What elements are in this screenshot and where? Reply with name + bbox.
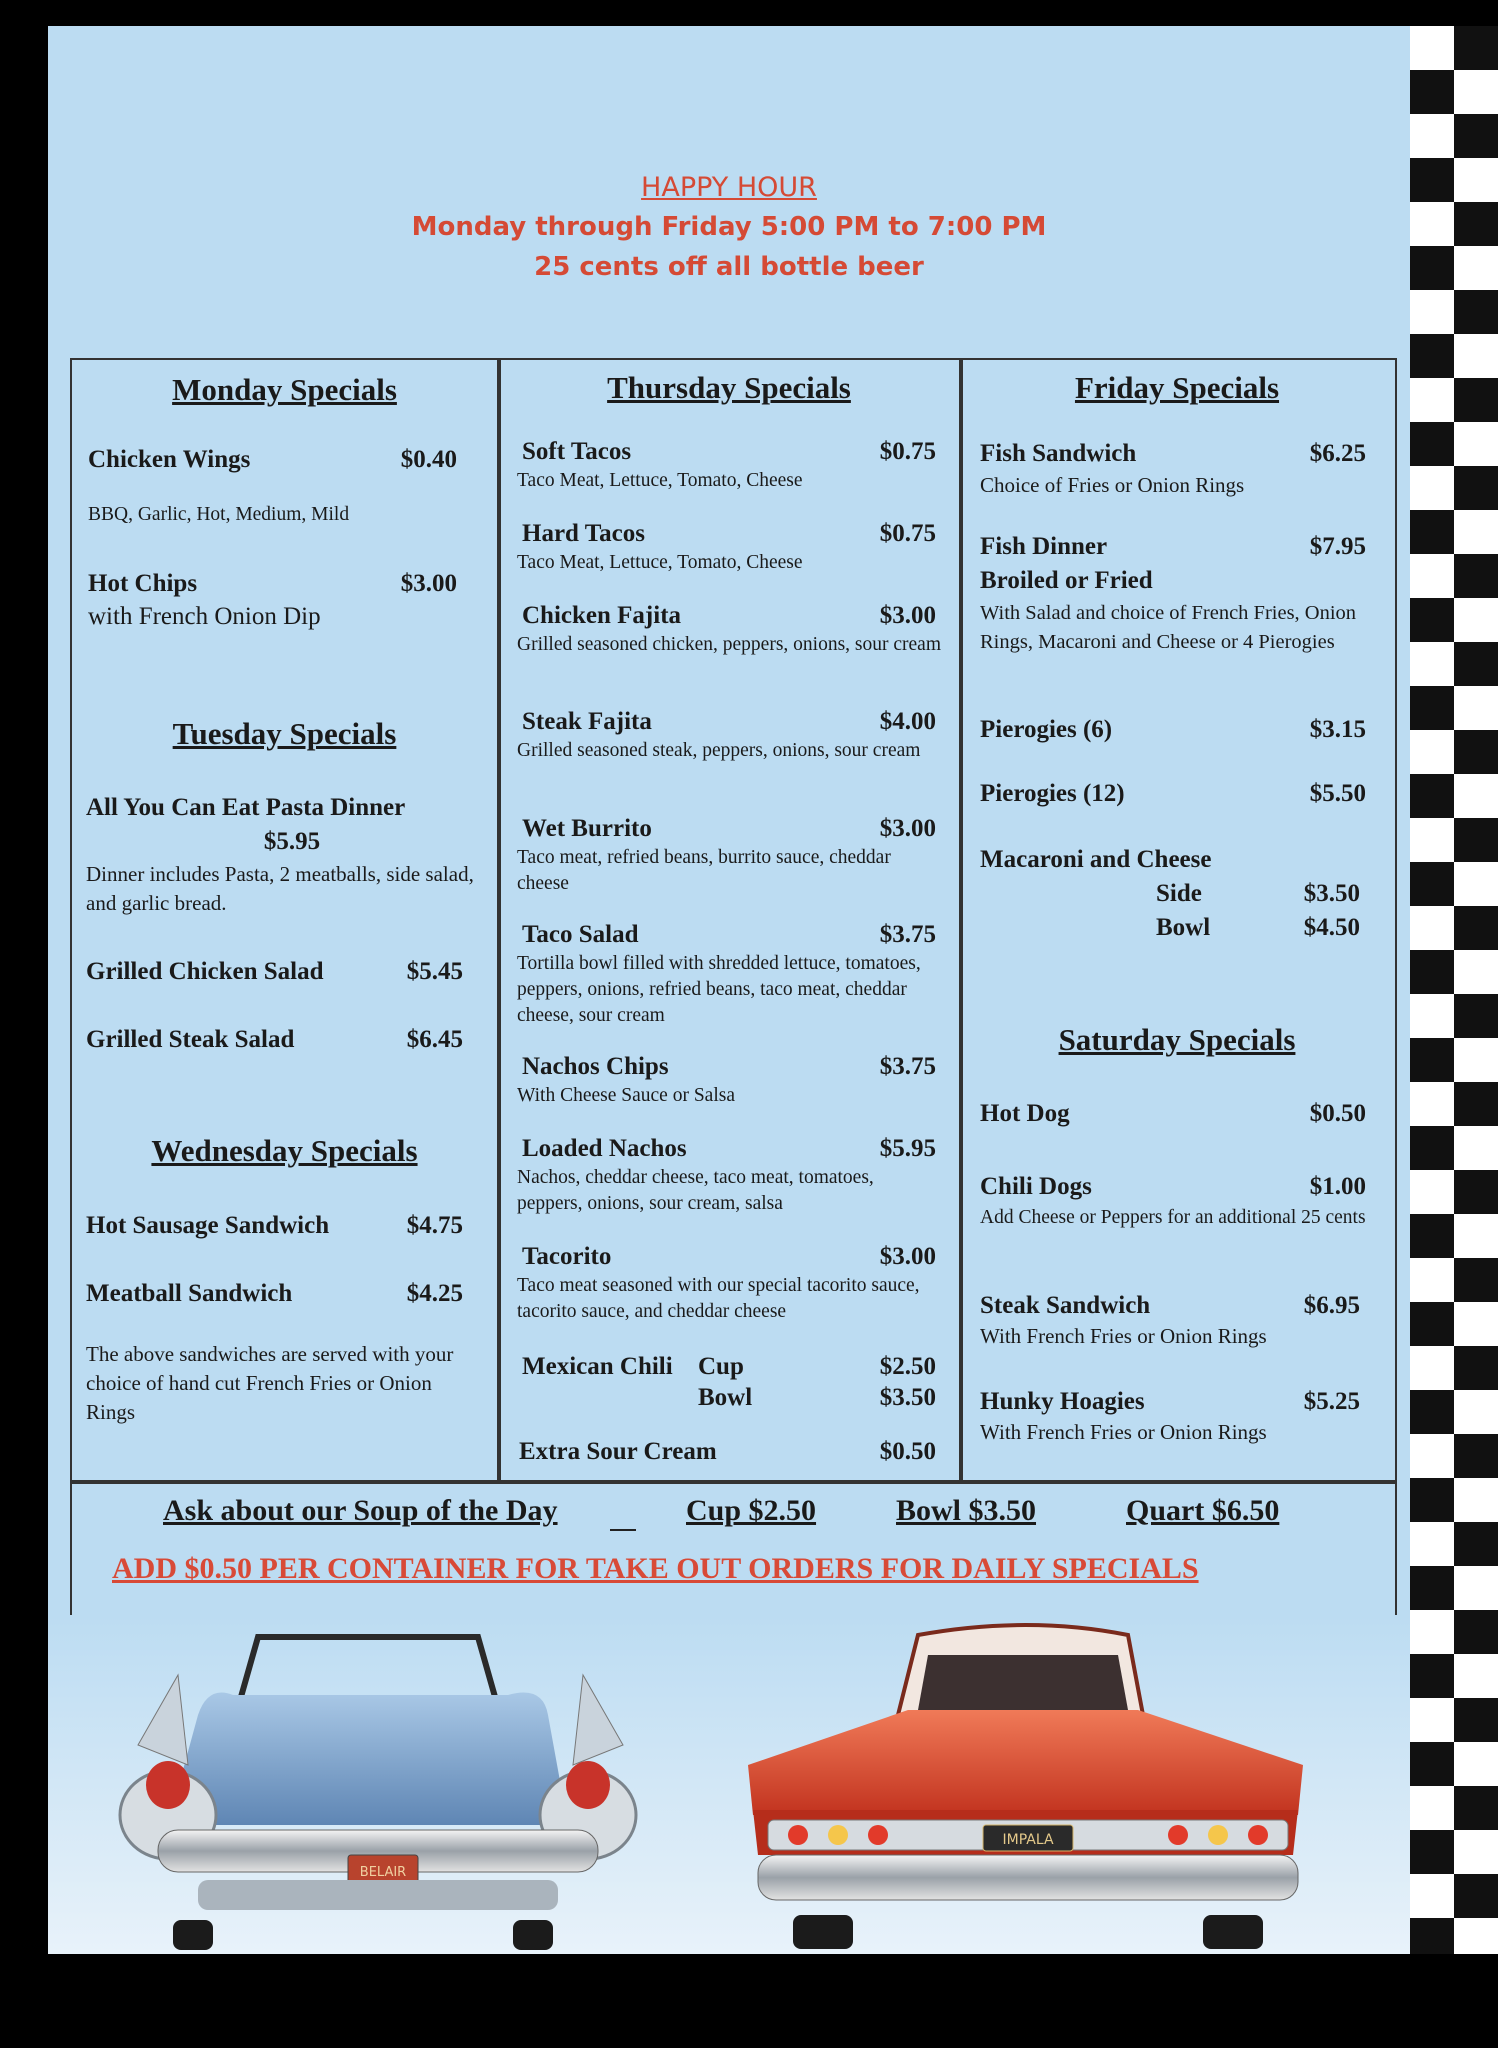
wednesday-heading: Wednesday Specials [151,1133,418,1168]
item-price: $6.25 [1309,440,1366,467]
item-desc: Taco meat seasoned with our special tacorito sauce, tacorito sauce, and cheddar cheese [517,1275,920,1322]
checkered-border [1410,26,1498,1954]
soup-quart-price: Quart $6.50 [1126,1494,1280,1527]
item-name: Chicken Fajita [522,602,682,629]
item-name: Hot Chips [88,570,198,597]
saturday-heading: Saturday Specials [1058,1022,1296,1057]
item-desc: Taco Meat, Lettuce, Tomato, Cheese [517,470,803,491]
item-price: $3.00 [400,570,457,597]
thursday-heading: Thursday Specials [607,370,851,405]
item-price: $2.50 [879,1353,936,1380]
item-name: Fish Sandwich [980,440,1137,467]
item-name: Taco Salad [522,921,639,948]
item-price: $6.95 [1303,1292,1360,1319]
item-price: $5.95 [879,1135,936,1162]
item-name: Mexican Chili [522,1353,673,1380]
item-desc: With French Fries or Onion Rings [980,1420,1267,1444]
happy-hour-hours: Monday through Friday 5:00 PM to 7:00 PM [411,212,1047,242]
friday-heading: Friday Specials [1074,370,1280,405]
item-size: Bowl [1156,914,1211,941]
item-name: Hunky Hoagies [980,1388,1145,1415]
item-name: Tacorito [522,1243,612,1270]
soup-cup-price: Cup $2.50 [686,1494,817,1527]
item-price: $4.50 [1303,914,1360,941]
item-desc: Tortilla bowl filled with shredded lettuce, tomatoes, peppers, onions, refried beans, taco meat, cheddar cheese, sour cream [517,953,921,1026]
item-price: $1.00 [1309,1173,1366,1200]
item-name: Steak Fajita [522,708,652,735]
item-price: $6.45 [406,1026,463,1053]
item-name: Meatball Sandwich [86,1280,293,1307]
item-name: Hot Sausage Sandwich [86,1212,330,1239]
item-desc: With French Fries or Onion Rings [980,1324,1267,1348]
item-name: Macaroni and Cheese [980,846,1212,873]
item-name: Hard Tacos [522,520,645,547]
item-price: $3.75 [879,921,936,948]
item-name: Chili Dogs [980,1173,1092,1200]
item-name: Extra Sour Cream [519,1438,717,1465]
item-price: $3.00 [879,815,936,842]
underline-filler [610,1529,636,1531]
item-price: $3.75 [879,1053,936,1080]
item-price: $4.75 [406,1212,463,1239]
item-name: Grilled Steak Salad [86,1026,295,1053]
item-price: $5.95 [263,828,321,855]
item-desc: with French Onion Dip [88,603,321,630]
item-desc: Choice of Fries or Onion Rings [980,473,1245,497]
item-price: $0.40 [400,446,457,473]
item-name: Pierogies (6) [980,716,1113,743]
item-name: Soft Tacos [522,438,632,465]
item-desc: Taco meat, refried beans, burrito sauce, cheddar cheese [517,847,891,894]
monday-heading: Monday Specials [172,372,397,407]
item-price: $3.00 [879,602,936,629]
item-price: $0.75 [879,438,936,465]
sandwich-note: The above sandwiches are served with your choice of hand cut French Fries or Onion Rings [86,1342,454,1424]
item-price: $0.50 [1309,1100,1366,1127]
item-desc: Taco Meat, Lettuce, Tomato, Cheese [517,552,803,573]
item-name: Pierogies (12) [980,780,1125,807]
item-name: Grilled Chicken Salad [86,958,324,985]
item-desc: Add Cheese or Peppers for an additional 25 cents [980,1207,1366,1228]
item-price: $3.50 [879,1384,936,1411]
item-desc: With Cheese Sauce or Salsa [517,1085,735,1106]
item-price: $3.15 [1309,716,1366,743]
item-desc: Dinner includes Pasta, 2 meatballs, side salad, and garlic bread. [86,862,474,915]
item-subtitle: Broiled or Fried [980,567,1153,594]
item-price: $5.25 [1303,1388,1360,1415]
classic-cars-illustration [48,1615,1410,1954]
item-price: $4.00 [879,708,936,735]
item-name: Hot Dog [980,1100,1070,1127]
item-name: Steak Sandwich [980,1292,1151,1319]
item-desc: BBQ, Garlic, Hot, Medium, Mild [88,504,350,525]
item-price: $5.50 [1309,780,1366,807]
item-price: $5.45 [406,958,463,985]
happy-hour-deal: 25 cents off all bottle beer [534,252,924,282]
item-name: Loaded Nachos [522,1135,687,1162]
item-size: Side [1156,880,1202,907]
item-price: $3.00 [879,1243,936,1270]
item-name: All You Can Eat Pasta Dinner [86,794,406,821]
item-name: Chicken Wings [88,446,251,473]
item-price: $0.75 [879,520,936,547]
item-desc: Grilled seasoned chicken, peppers, onions, sour cream [517,634,941,655]
happy-hour-title: HAPPY HOUR [641,172,817,203]
svg-text:IMPALA: IMPALA [1002,1832,1054,1848]
item-desc: With Salad and choice of French Fries, Onion Rings, Macaroni and Cheese or 4 Pierogies [980,602,1357,653]
item-price: $3.50 [1303,880,1360,907]
takeout-notice: ADD $0.50 PER CONTAINER FOR TAKE OUT ORDERS FOR DAILY SPECIALS [112,1552,1199,1585]
item-size: Bowl [698,1384,753,1411]
item-name: Wet Burrito [522,815,652,842]
item-price: $4.25 [406,1280,463,1307]
item-name: Nachos Chips [522,1053,669,1080]
item-name: Fish Dinner [980,533,1108,560]
svg-text:BELAIR: BELAIR [359,1865,407,1880]
soup-bowl-price: Bowl $3.50 [896,1494,1037,1527]
item-price: $7.95 [1309,533,1366,560]
soup-of-day-label: Ask about our Soup of the Day [163,1494,558,1527]
item-size: Cup [698,1353,744,1380]
item-desc: Grilled seasoned steak, peppers, onions, sour cream [517,740,921,761]
item-price: $0.50 [879,1438,936,1465]
tuesday-heading: Tuesday Specials [172,716,397,751]
item-desc: Nachos, cheddar cheese, taco meat, tomatoes, peppers, onions, sour cream, salsa [517,1167,874,1214]
